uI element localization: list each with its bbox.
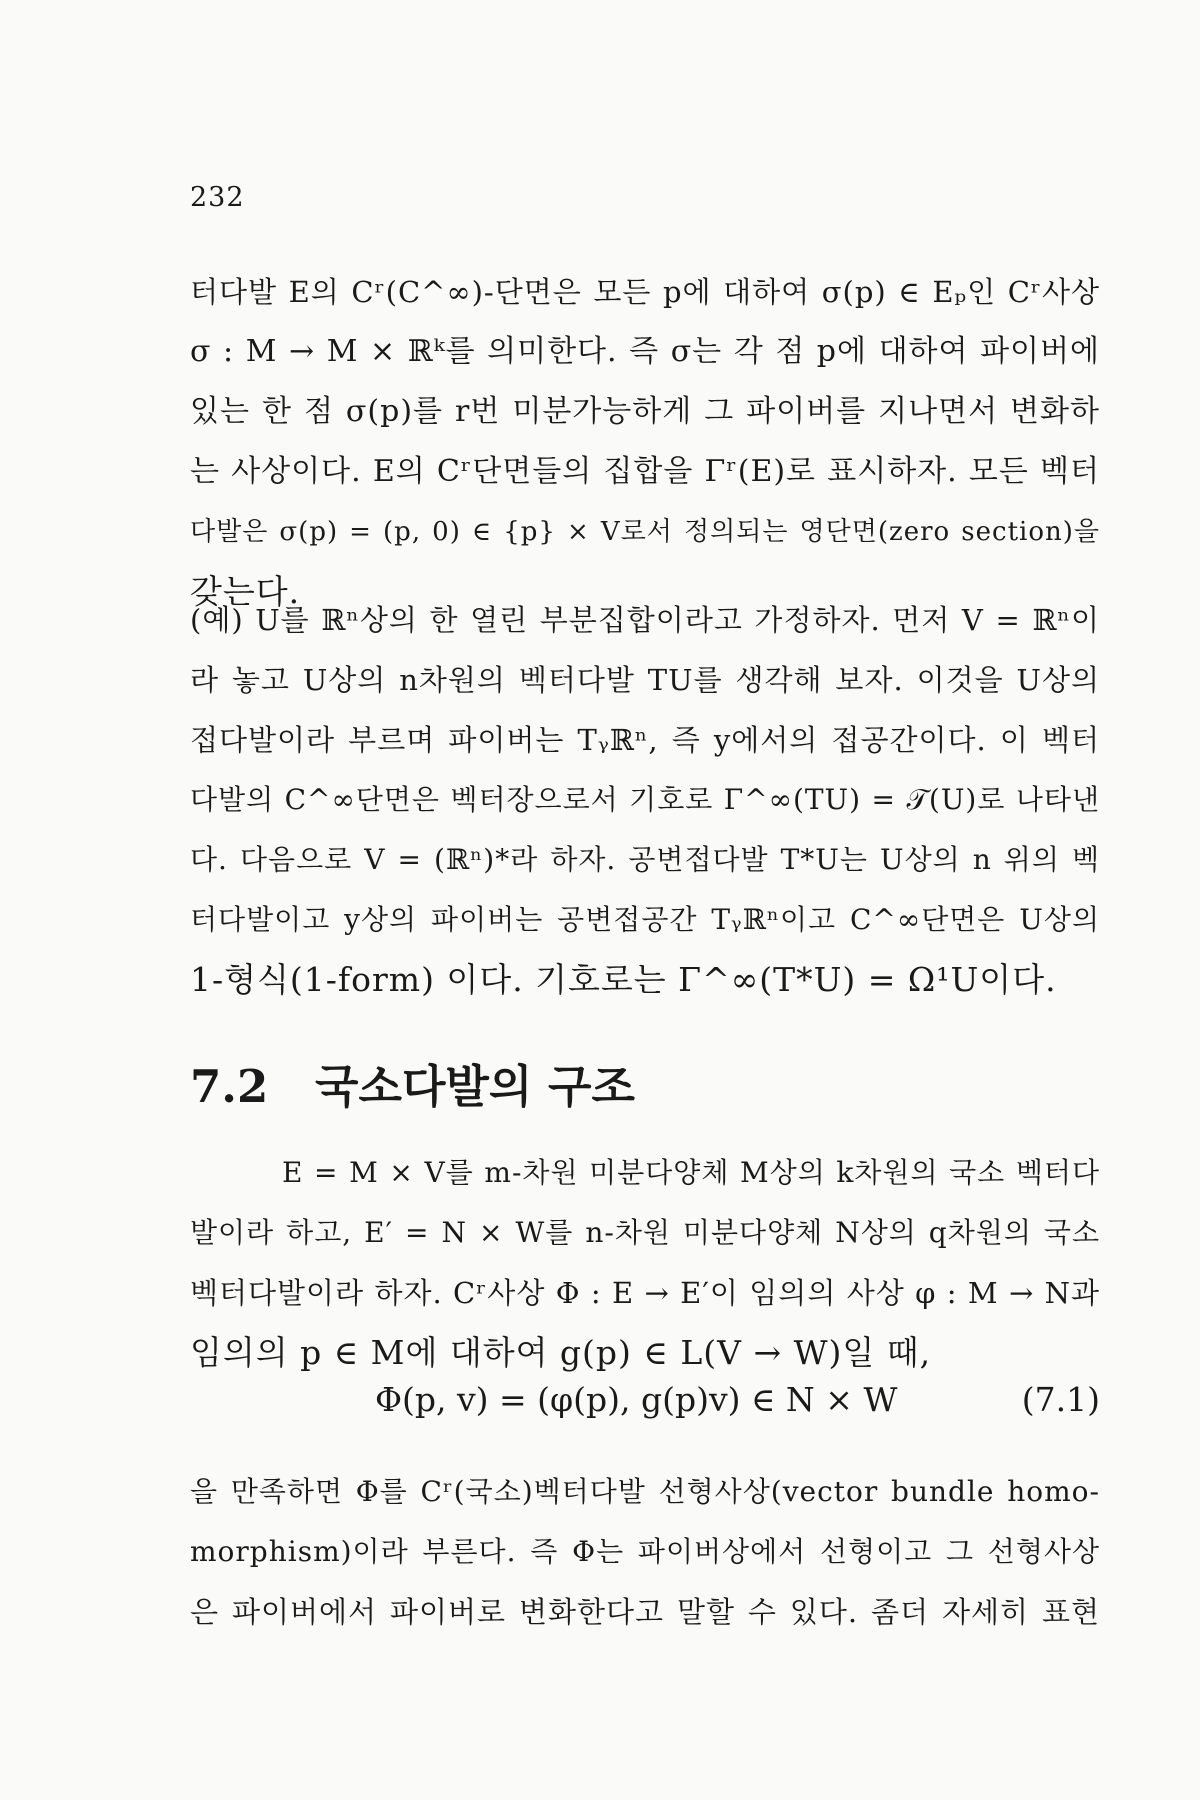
paragraph-bundle-sections xyxy=(190,262,1100,622)
text-line: 있는 한 점 σ(p)를 r번 미분가능하게 그 파이버를 지나면서 변화하 xyxy=(190,394,1100,429)
text-line: 다. 다음으로 V = (ℝⁿ)*라 하자. 공변접다발 T*U는 U상의 n 위의 벡 xyxy=(190,843,1100,876)
paragraph-homomorphism-definition xyxy=(190,1462,1100,1642)
text-line: 벡터다발이라 하자. Cʳ사상 Φ : E → E′이 임의의 사상 φ : M → N과 xyxy=(190,1276,1100,1310)
text-line: 은 파이버에서 파이버로 변화한다고 말할 수 있다. 좀더 자세히 표현 xyxy=(190,1595,1100,1629)
text-line: 접다발이라 부르며 파이버는 Tᵧℝⁿ, 즉 y에서의 접공간이다. 이 벡터 xyxy=(190,723,1100,757)
text-line: 는 사상이다. E의 Cʳ단면들의 집합을 Γʳ(E)로 표시하자. 모든 벡터 xyxy=(190,454,1100,489)
equation-expression: Φ(p, v) = (φ(p), g(p)v) ∈ N × W xyxy=(375,1380,898,1419)
text-line: 갖는다. xyxy=(190,572,301,611)
text-line: 다발의 C^∞단면은 벡터장으로서 기호로 Γ^∞(TU) = 𝒯(U)로 나타낸 xyxy=(190,783,1100,816)
text-line: 1-형식(1-form) 이다. 기호로는 Γ^∞(T*U) = Ω¹U이다. xyxy=(190,960,1057,999)
text-line: 터다발이고 y상의 파이버는 공변접공간 Tᵧℝⁿ이고 C^∞단면은 U상의 xyxy=(190,903,1100,936)
section-title: 국소다발의 구조 xyxy=(315,1060,635,1113)
text-line: 을 만족하면 Φ를 Cʳ(국소)벡터다발 선형사상(vector bundle homo- xyxy=(190,1475,1100,1508)
equation-number: (7.1) xyxy=(1021,1380,1100,1419)
text-line: 라 놓고 U상의 n차원의 벡터다발 TU를 생각해 보자. 이것을 U상의 xyxy=(190,663,1100,697)
text-line: (예) U를 ℝⁿ상의 한 열린 부분집합이라고 가정하자. 먼저 V = ℝⁿ이 xyxy=(190,603,1100,637)
text-line: σ : M → M × ℝᵏ를 의미한다. 즉 σ는 각 점 p에 대하여 파이버에 xyxy=(190,334,1100,369)
equation-7-1 xyxy=(190,1370,1100,1430)
paragraph-homomorphism-setup xyxy=(190,1143,1100,1383)
text-line: 발이라 하고, E′ = N × W를 n-차원 미분다양체 N상의 q차원의 국소 xyxy=(190,1216,1100,1249)
section-heading xyxy=(190,1050,635,1115)
text-line: E = M × V를 m-차원 미분다양체 M상의 k차원의 국소 벡터다 xyxy=(282,1156,1100,1189)
text-line: 터다발 E의 Cʳ(C^∞)-단면은 모든 p에 대하여 σ(p) ∈ Eₚ인 Cʳ사상 xyxy=(190,275,1100,309)
page-number: 232 xyxy=(190,182,245,213)
section-number: 7.2 xyxy=(190,1060,269,1113)
text-line: 임의의 p ∈ M에 대하여 g(p) ∈ L(V → W)일 때, xyxy=(190,1333,932,1372)
example-paragraph xyxy=(190,590,1100,1010)
text-line: 다발은 σ(p) = (p, 0) ∈ {p} × V로서 정의되는 영단면(zero section)을 xyxy=(190,517,1100,547)
text-line: morphism)이라 부른다. 즉 Φ는 파이버상에서 선형이고 그 선형사상 xyxy=(190,1535,1100,1568)
